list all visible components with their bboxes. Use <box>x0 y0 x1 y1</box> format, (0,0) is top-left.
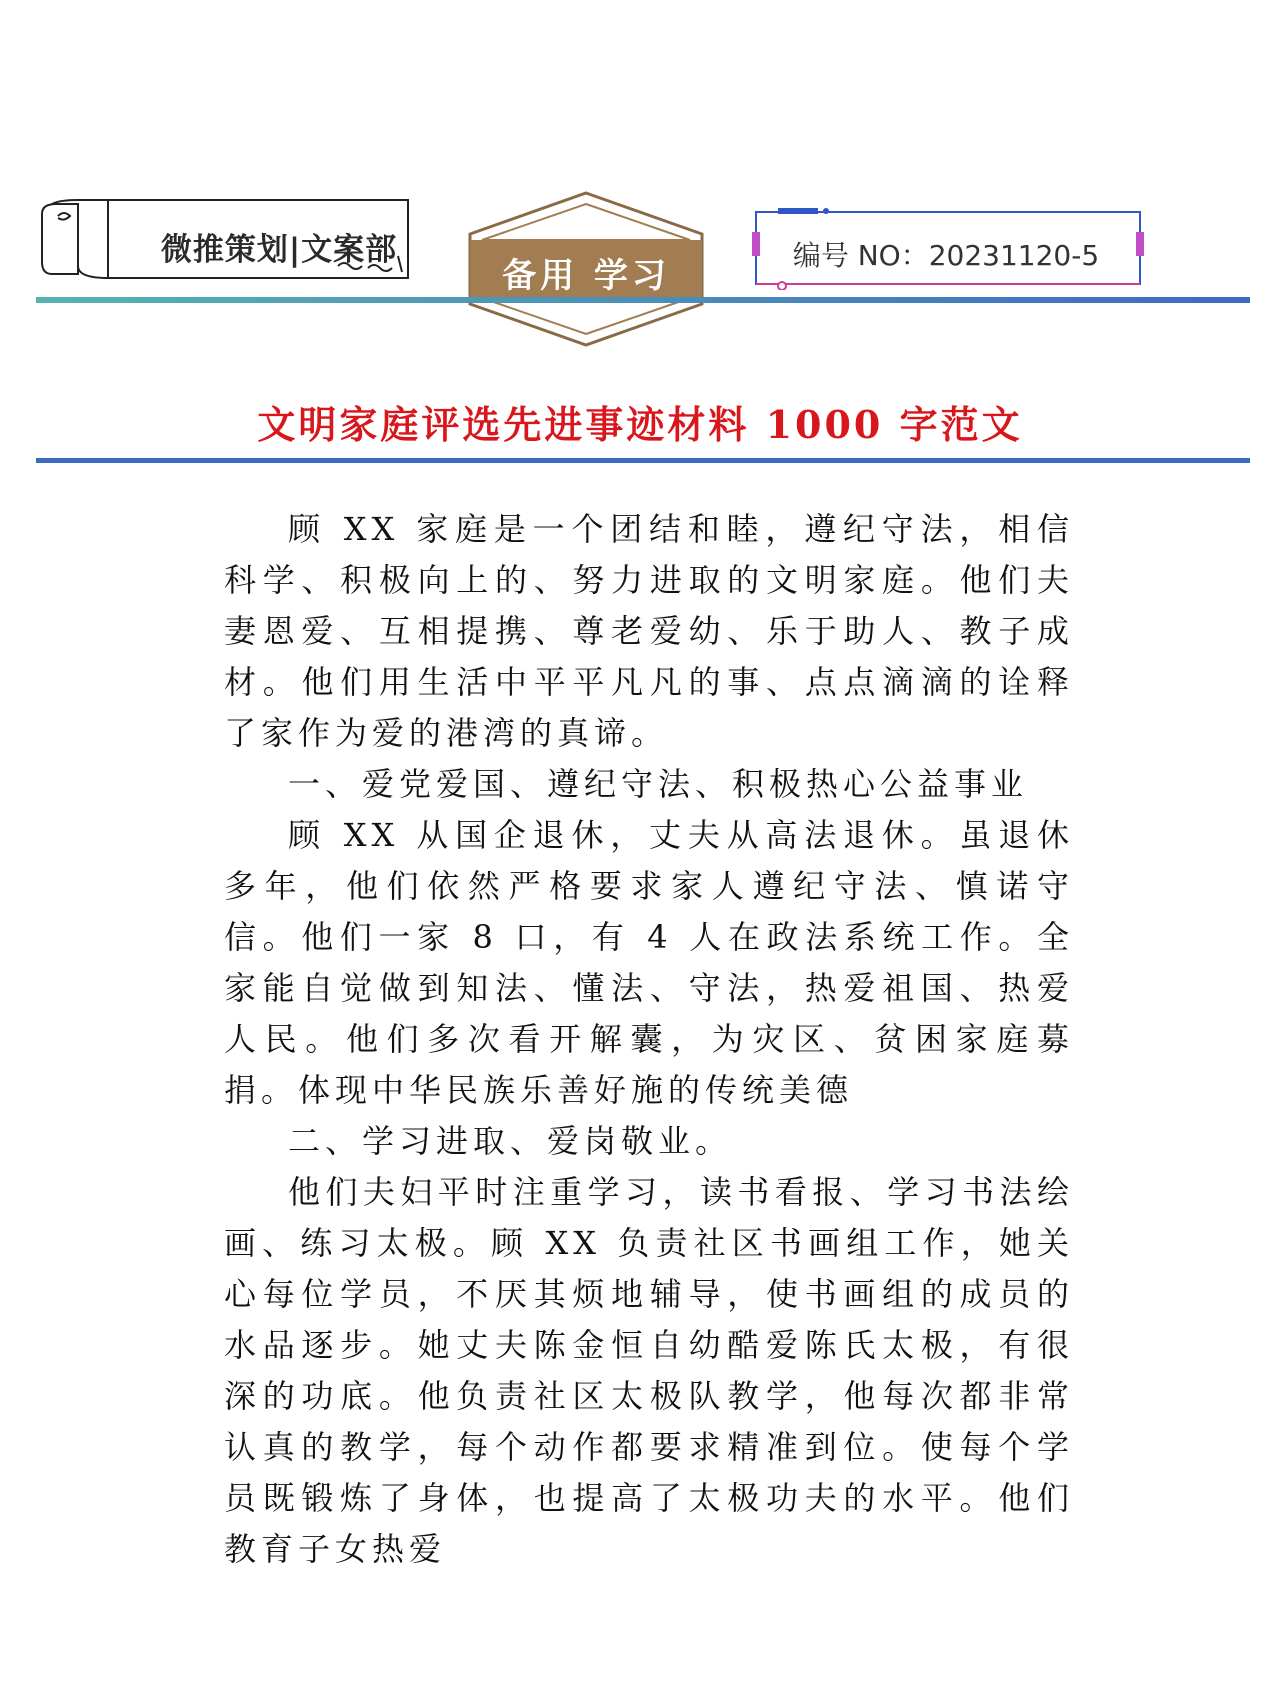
department-label: 微推策划|文案部 <box>160 232 398 268</box>
section-heading: 二、学习进取、爱岗敬业。 <box>288 1122 733 1160</box>
document-body <box>224 504 1074 1575</box>
doc-number: 编号 NO：20231120-5 <box>792 239 1100 272</box>
title-divider <box>36 458 1250 463</box>
paragraph: 他们夫妇平时注重学习，读书看报、学习书法绘画、练习太极。顾 XX 负责社区书画组工作，她关心每位学员，不厌其烦地辅导，使书画组的成员的水品逐步。她丈夫陈金恒自幼酷爱陈氏太极，有很深的功底。他负责社区太极队教学，他每次都非常认真的教学，每个动作都要求精准到位。使每个学员既锻炼了身体，也提高了太极功夫的水平。他们教育子女热爱 <box>224 1173 1074 1568</box>
badge-label: 备用 学习 <box>502 256 670 296</box>
study-hex-badge <box>466 190 706 348</box>
department-scroll-badge <box>38 196 418 286</box>
header-divider <box>36 297 1250 303</box>
section-heading: 一、爱党爱国、遵纪守法、积极热心公益事业 <box>288 765 1029 803</box>
paragraph: 顾 XX 从国企退休，丈夫从高法退休。虽退休多年，他们依然严格要求家人遵纪守法、慎诺守信。他们一家 8 口，有 4 人在政法系统工作。全家能自觉做到知法、懂法、守法，热爱祖国、热爱人民。他们多次看开解囊，为灾区、贫困家庭募捐。体现中华民族乐善好施的传统美德 <box>224 816 1074 1109</box>
doc-number-box <box>748 204 1148 290</box>
paragraph: 顾 XX 家庭是一个团结和睦，遵纪守法，相信科学、积极向上的、努力进取的文明家庭。他们夫妻恩爱、互相提携、尊老爱幼、乐于助人、教子成材。他们用生活中平平凡凡的事、点点滴滴的诠释了家作为爱的港湾的真谛。 <box>224 510 1074 752</box>
document-title: 文明家庭评选先进事迹材料 1000 字范文 <box>257 402 1023 447</box>
